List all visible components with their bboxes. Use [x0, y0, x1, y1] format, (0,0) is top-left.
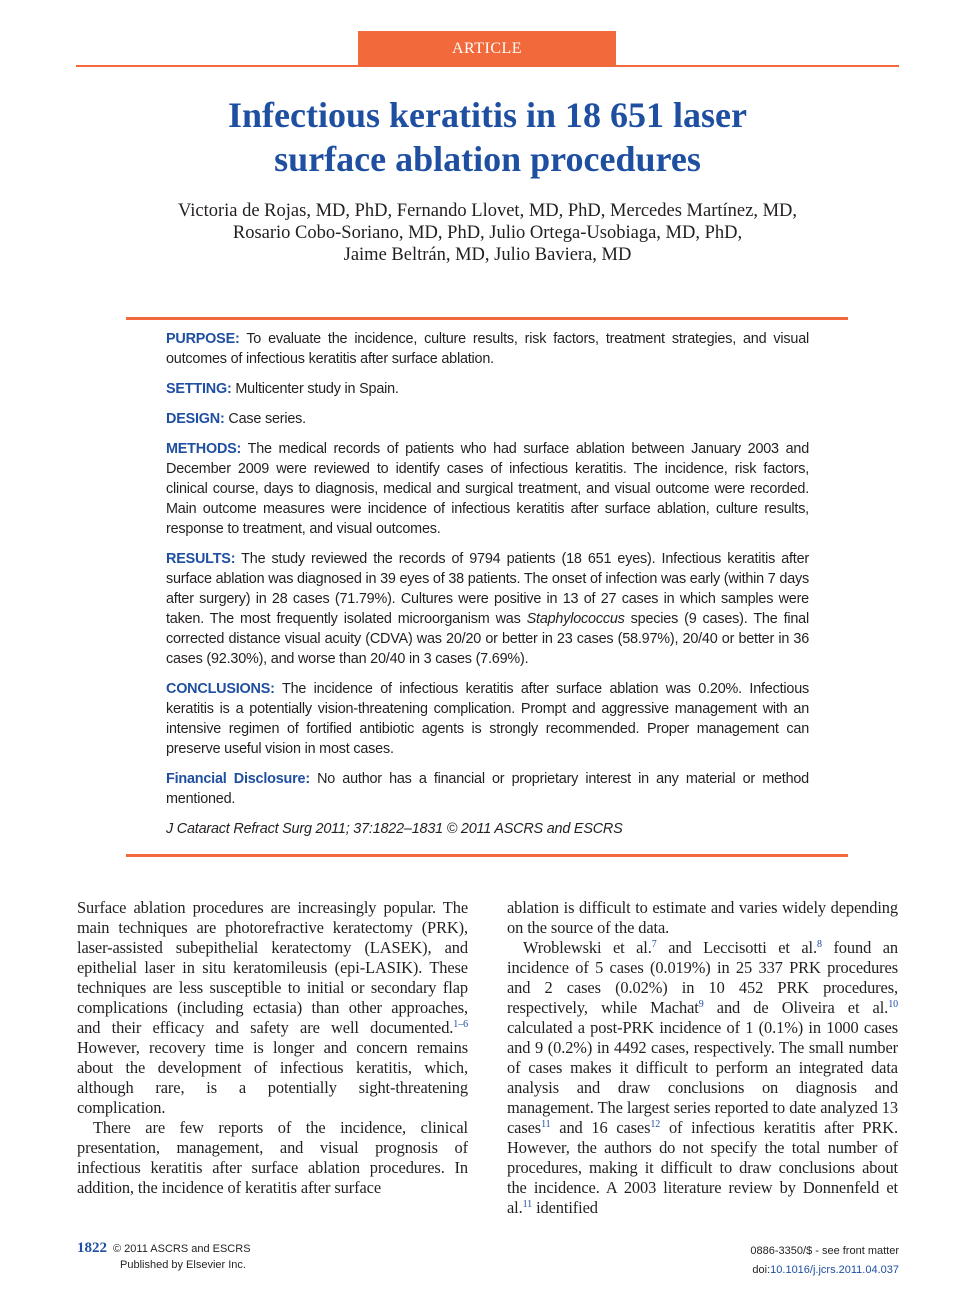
abstract-results: [166, 549, 809, 669]
page-number: 1822: [77, 1240, 107, 1256]
footer-right: [579, 1242, 899, 1280]
abstract-setting: [166, 379, 809, 399]
reference-link[interactable]: 10: [888, 999, 898, 1010]
authors-line-1: Victoria de Rojas, MD, PhD, Fernando Llovet, MD, PhD, Mercedes Martínez, MD,: [177, 201, 798, 221]
footer-copyright: © 2011 ASCRS and ESCRS: [113, 1243, 251, 1255]
body-paragraph: There are few reports of the incidence, clinical presentation, management, and visual prognosis of infectious keratitis after surface ablation procedures. In addition, the incidence of keratitis after surface: [77, 1118, 468, 1197]
body-text: and 16 cases: [550, 1118, 651, 1137]
header-rule: [76, 65, 899, 67]
reference-link[interactable]: 9: [698, 999, 704, 1010]
abstract-methods: [166, 439, 809, 539]
title-line-2: surface ablation procedures: [274, 139, 701, 179]
body-paragraph: ablation is difficult to estimate and varies widely depending on the source of the data.: [507, 898, 898, 937]
methods-text: The medical records of patients who had surface ablation between January 2003 and December 2009 were reviewed to identify cases of infectious keratitis. The incidence, risk factors, clinical course, days to diagnosis, medical and surgical treatment, and visual outcome were recorded. Main outcome measures were incidence of infectious keratitis after surface ablation, culture results, response to treatment, and visual outcomes.: [166, 441, 809, 537]
abstract-top-rule: [126, 317, 848, 320]
results-text-b: species (9 cases). The final corrected distance visual acuity (CDVA) was 20/20 or better in 23 cases (58.97%), 20/40 or better in 36 cases (92.30%), and worse than 20/40 in 3 cases (7.69%).: [166, 611, 809, 667]
abstract-bottom-rule: [126, 854, 848, 857]
setting-text: Multicenter study in Spain.: [231, 381, 399, 397]
conclusions-text: The incidence of infectious keratitis after surface ablation was 0.20%. Infectious keratitis is a potentially vision-threatening complication. Prompt and aggressive management with an intensive regimen of fortified antibiotic agents is strongly recommended. Proper management can preserve useful vision in most cases.: [166, 681, 809, 757]
conclusions-label: CONCLUSIONS:: [166, 681, 275, 697]
body-text: of infectious keratitis after PRK. However, the authors do not specify the total number of procedures, making it difficult to draw conclusions about the incidence. A 2003 literature review by Donnenfeld et al.: [507, 1118, 898, 1217]
body-text: Surface ablation procedures are increasingly popular. The main techniques are photorefractive keratectomy (PRK), laser-assisted subepithelial keratectomy (LASEK), and epithelial laser in situ keratomileusis (epi-LASIK). These techniques are less susceptible to initial or secondary flap complications (including ectasia) than other approaches, and their efficacy and safety are well documented.: [77, 898, 468, 1037]
body-text: and Leccisotti et al.: [656, 938, 818, 957]
body-text: However, recovery time is longer and concern remains about the development of infectious keratitis, which, although rare, is a potentially sight-threatening complication.: [77, 1038, 468, 1117]
abstract-purpose: [166, 329, 809, 369]
abstract-design: [166, 409, 809, 429]
design-label: DESIGN:: [166, 411, 225, 427]
doi-prefix: doi:: [752, 1264, 771, 1276]
reference-link[interactable]: 1–6: [453, 1019, 468, 1030]
body-column-left: [77, 898, 468, 1198]
body-text: found an incidence of 5 cases (0.019%) in 25 337 PRK procedures and 2 cases (0.02%) in 10 452 PRK procedures, respectively, while Machat: [507, 938, 898, 1017]
abstract-disclosure: [166, 769, 809, 809]
purpose-text: To evaluate the incidence, culture results, risk factors, treatment strategies, and visual outcomes of infectious keratitis after surface ablation.: [166, 331, 809, 367]
disclosure-label: Financial Disclosure:: [166, 771, 310, 787]
footer-publisher: Published by Elsevier Inc.: [120, 1259, 246, 1271]
reference-link[interactable]: 8: [817, 939, 822, 950]
title-line-1: Infectious keratitis in 18 651 laser: [228, 95, 747, 135]
results-text-a: The study reviewed the records of 9794 patients (18 651 eyes). Infectious keratitis after surface ablation was diagnosed in 39 eyes of 38 patients. The onset of infection was early (within 7 days after surgery) in 28 cases (71.79%). Cultures were positive in 13 of 27 cases in which samples were taken. The most frequently isolated microorganism was: [166, 551, 809, 627]
setting-label: SETTING:: [166, 381, 232, 397]
disclosure-text: No author has a financial or proprietary interest in any material or method mentioned.: [166, 771, 809, 807]
purpose-label: PURPOSE:: [166, 331, 240, 347]
body-text: Wroblewski et al.: [523, 938, 652, 957]
reference-link[interactable]: 12: [650, 1119, 661, 1130]
journal-citation: J Cataract Refract Surg 2011; 37:1822–1831 © 2011 ASCRS and ESCRS: [166, 821, 623, 837]
abstract: [166, 329, 809, 849]
authors-line-2: Rosario Cobo-Soriano, MD, PhD, Julio Ortega-Usobiaga, MD, PhD,: [232, 223, 743, 243]
reference-link[interactable]: 11: [541, 1119, 551, 1130]
article-type-tag: ARTICLE: [358, 31, 616, 65]
authors-line-3: Jaime Beltrán, MD, Julio Baviera, MD: [343, 245, 632, 265]
results-label: RESULTS:: [166, 551, 236, 567]
reference-link[interactable]: 11: [522, 1199, 533, 1210]
body-paragraph: [77, 898, 468, 1118]
body-text: identified: [532, 1198, 598, 1217]
footer-left: [77, 1240, 377, 1273]
doi-link[interactable]: 10.1016/j.jcrs.2011.04.037: [770, 1264, 899, 1276]
body-text: and de Oliveira et al.: [703, 998, 889, 1017]
body-paragraph: [507, 938, 898, 1218]
design-text: Case series.: [224, 411, 306, 427]
abstract-conclusions: [166, 679, 809, 759]
body-text: calculated a post-PRK incidence of 1 (0.1%) in 1000 cases and 9 (0.2%) in 4492 cases, respectively. The small number of cases makes it difficult to perform an integrated data analysis and draw conclusions on diagnosis and management. The largest series reported to date analyzed 13 cases: [507, 1018, 898, 1137]
footer-issn: 0886-3350/$ - see front matter: [750, 1245, 899, 1257]
methods-label: METHODS:: [166, 441, 242, 457]
footer-doi-line: [579, 1261, 899, 1280]
author-list: [80, 200, 895, 266]
article-title: [80, 93, 895, 181]
body-column-right: [507, 898, 898, 1218]
reference-link[interactable]: 7: [651, 939, 657, 950]
results-organism: Staphylococcus: [526, 611, 625, 627]
